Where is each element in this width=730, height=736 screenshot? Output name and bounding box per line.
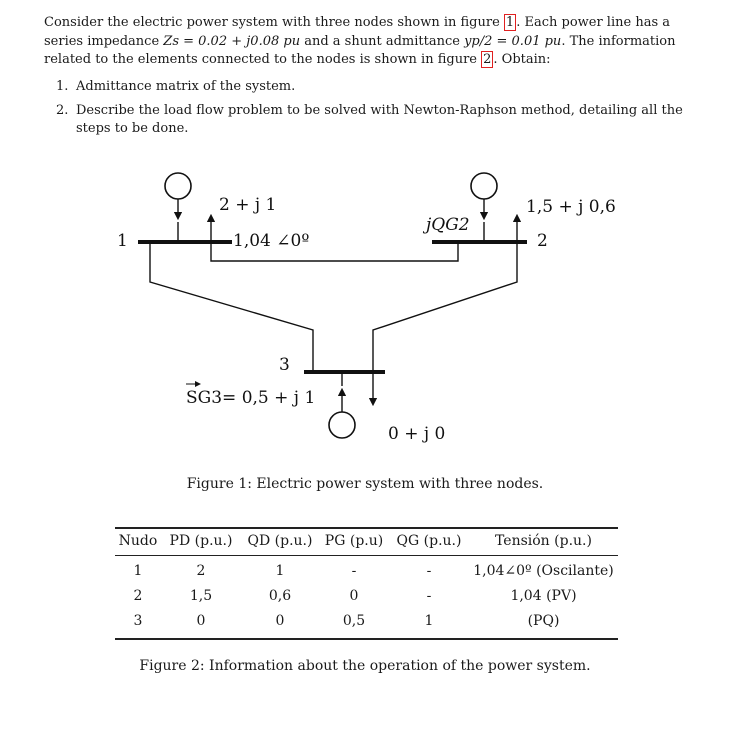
task-item-1 (56, 78, 696, 97)
power-system-diagram (0, 160, 730, 460)
figure-2-caption: Figure 2: Information about the operation of the power system. (139, 658, 591, 674)
table-cell: 1,04 (PV) (510, 588, 577, 604)
table-cell: 3 (133, 613, 143, 629)
table-row (115, 609, 618, 634)
load-2-label: 1,5 + j 0,6 (526, 197, 616, 217)
statement-text-1: Consider the electric power system with three nodes shown in figure (44, 15, 504, 30)
table-cell: 0 (349, 588, 359, 604)
generator-2-icon (471, 173, 497, 199)
table-row (115, 584, 618, 609)
load-1-label: 2 + j 1 (219, 195, 277, 215)
series-impedance-equation: Zs = 0.02 + j0.08 pu (163, 33, 301, 49)
table-cell: 1 (133, 563, 143, 579)
shunt-admittance-equation: yp/2 = 0.01 pu (464, 33, 562, 49)
task-item-2 (56, 102, 696, 139)
table-cell: 1 (424, 613, 434, 629)
statement-text-2: . Each power line has a series impedance (44, 15, 671, 49)
node-2-label: 2 (537, 231, 548, 251)
figure-1-reference[interactable]: 1 (505, 15, 515, 30)
table-cell: 1,04∠0º (Oscilante) (473, 563, 614, 579)
header-cell: PD (p.u.) (169, 533, 233, 549)
task-text: Admittance matrix of the system. (76, 79, 296, 94)
sg3-label: SG3= 0,5 + j 1 (186, 388, 316, 408)
load-3-label: 0 + j 0 (388, 424, 446, 444)
statement-text-4: . The information related to the elements connected to the nodes is shown in figure (44, 33, 676, 67)
generator-1-icon (165, 173, 191, 199)
header-cell: PG (p.u) (324, 533, 384, 549)
figure-2-reference[interactable]: 2 (483, 52, 492, 67)
node-3-label: 3 (279, 355, 290, 375)
qg2-label: jQG2 (426, 215, 470, 235)
header-cell: QD (p.u.) (247, 533, 313, 549)
task-number: 2. (56, 102, 69, 118)
table-cell: - (351, 563, 357, 579)
operation-table (115, 527, 618, 640)
table-bottom-rule (115, 638, 618, 640)
header-cell: Tensión (p.u.) (495, 533, 592, 549)
problem-statement (44, 14, 696, 70)
table-cell: 0 (275, 613, 285, 629)
table-cell: 1,5 (189, 588, 213, 604)
table-cell: 0,6 (268, 588, 292, 604)
voltage-1-label: 1,04 ∠0º (233, 231, 310, 251)
header-cell: Nudo (118, 533, 158, 549)
table-header-row (115, 529, 618, 555)
generator-3-icon (329, 412, 355, 438)
table-cell: 2 (196, 563, 206, 579)
node-1-label: 1 (117, 231, 128, 251)
task-number: 1. (56, 79, 69, 94)
statement-text-5: . Obtain: (493, 52, 551, 67)
table-row (115, 559, 618, 584)
task-text: Describe the load flow problem to be solved with Newton-Raphson method, detailing all the steps to be done. (76, 102, 683, 136)
statement-text-3: and a shunt admittance (300, 33, 465, 49)
table-cell: 1 (275, 563, 285, 579)
table-cell: (PQ) (527, 613, 560, 629)
table-cell: 0 (196, 613, 206, 629)
table-cell: 2 (133, 588, 143, 604)
header-cell: QG (p.u.) (396, 533, 462, 549)
table-cell: - (426, 588, 432, 604)
table-cell: - (426, 563, 432, 579)
table-cell: 0,5 (342, 613, 366, 629)
figure-1-caption: Figure 1: Electric power system with three nodes. (186, 476, 544, 492)
task-list (56, 78, 696, 144)
